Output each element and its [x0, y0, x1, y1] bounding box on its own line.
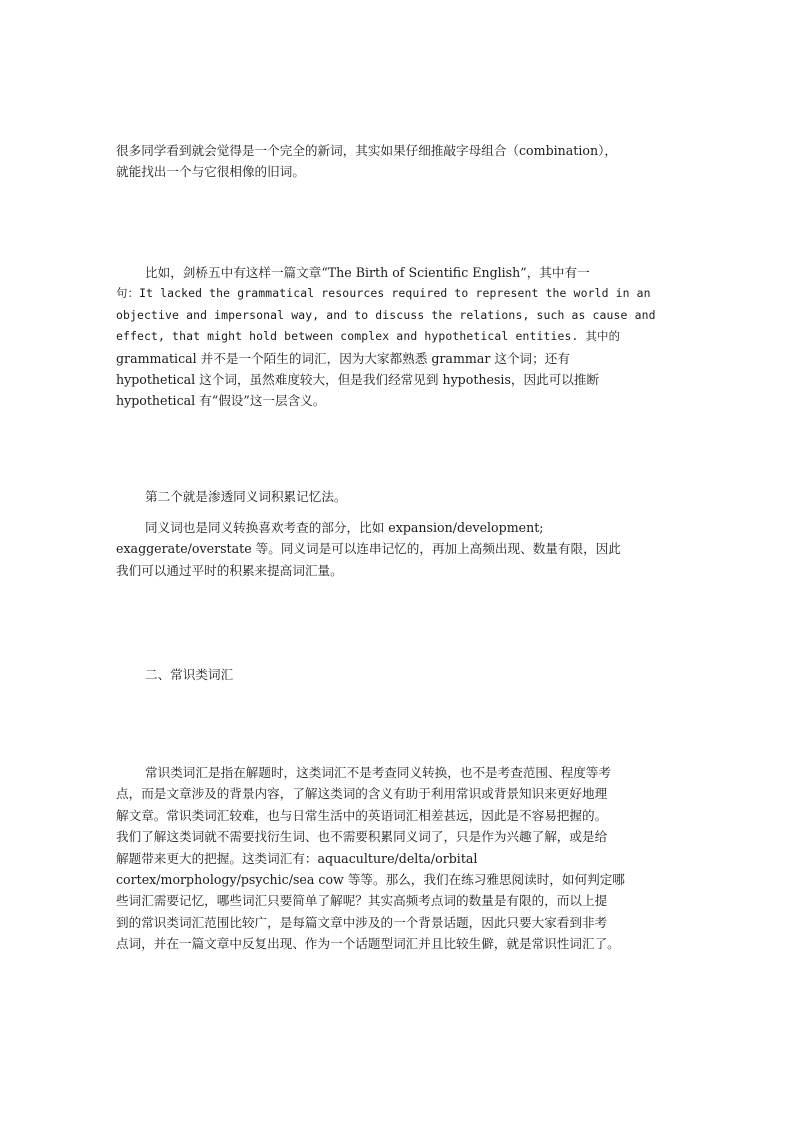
text-line: 解题带来更大的把握。这类词汇有：aquaculture/delta/orbital — [116, 850, 478, 866]
text-line: objective and impersonal way, and to discuss the relations, such as cause and — [116, 307, 656, 322]
text-line: 很多同学看到就会觉得是一个完全的新词，其实如果仔细推敲字母组合（combination）， — [116, 143, 617, 158]
paragraph-cambridge-example — [116, 262, 686, 412]
text-line: 点，而是文章涉及的背景内容，了解这类词的含义有助于利用常识或背景知识来更好地理 — [116, 786, 608, 802]
text-line: 常识类词汇是指在解题时，这类词汇不是考查同义转换，也不是考查范围、程度等考 — [145, 765, 611, 780]
text-line: grammatical 并不是一个陌生的词汇，因为大家都熟悉 grammar 这个词；还有 — [116, 350, 570, 366]
paragraph-synonym-method — [116, 517, 686, 581]
text-line: exaggerate/overstate 等。同义词是可以连串记忆的，再加上高频出现、数量有限，因此 — [116, 541, 621, 557]
text-line: 解文章。常识类词汇较难，也与日常生活中的英语词汇相差甚远，因此是不容易把握的。 — [116, 807, 608, 823]
text-line: hypothetical 有“假设”这一层含义。 — [116, 393, 326, 409]
paragraph-synonym-method-heading — [116, 486, 686, 507]
text-line: 些词汇需要记忆，哪些词汇只要简单了解呢？其实高频考点词的数量是有限的，而以上提 — [116, 893, 608, 909]
text-line: 第二个就是渗透同义词积累记忆法。 — [145, 489, 347, 504]
text-line: 比如，剑桥五中有这样一篇文章“The Birth of Scientific English”，其中有一 — [145, 265, 590, 280]
text-line: 我们了解这类词就不需要找衍生词、也不需要积累同义词了，只是作为兴趣了解，或是给 — [116, 829, 608, 845]
text-line: 同义词也是同义转换喜欢考查的部分，比如 expansion/development; — [145, 520, 544, 535]
paragraph-common-knowledge-vocab — [116, 762, 686, 955]
text-line: 我们可以通过平时的积累来提高词汇量。 — [116, 562, 343, 578]
text-line: 到的常识类词汇范围比较广，是每篇文章中涉及的一个背景话题，因此只要大家看到非考 — [116, 914, 608, 930]
text-line: 二、常识类词汇 — [145, 667, 234, 682]
text-line: hypothetical 这个词，虽然难度较大，但是我们经常见到 hypothesis，因此可以推断 — [116, 372, 600, 388]
section-heading-common-knowledge — [116, 664, 686, 685]
text-line: effect, that might hold between complex and hypothetical entities. 其中的 — [116, 329, 621, 344]
text-line: 就能找出一个与它很相像的旧词。 — [116, 164, 305, 180]
text-line: 点词，并在一篇文章中反复出现、作为一个话题型词汇并且比较生僻，就是常识性词汇了。 — [116, 936, 620, 952]
text-line: 句：It lacked the grammatical resources required to represent the world in an — [116, 286, 651, 301]
text-line: cortex/morphology/psychic/sea cow 等等。那么，我们在练习雅思阅读时，如何判定哪 — [116, 872, 625, 888]
paragraph-new-word-intro — [116, 140, 686, 183]
